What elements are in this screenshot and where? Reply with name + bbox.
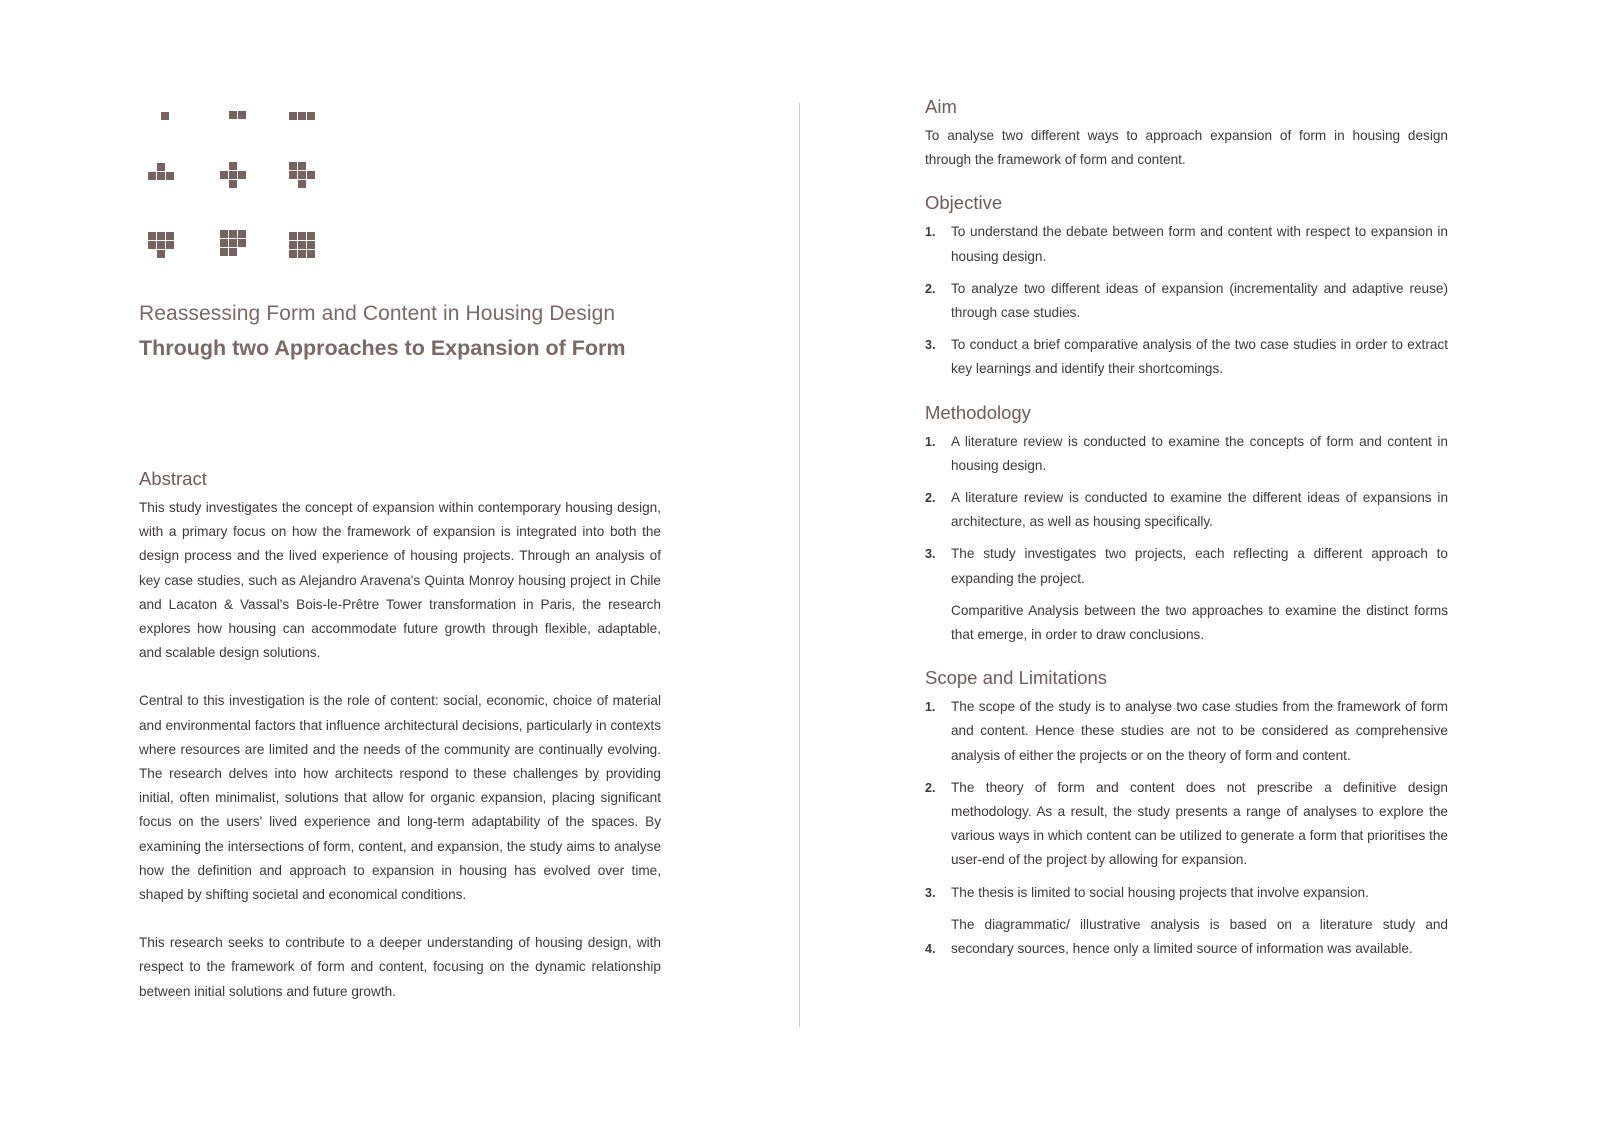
list-item bbox=[925, 333, 1448, 381]
item-text: The study investigates two projects, each reflecting a different approach to expanding the project. bbox=[951, 546, 1448, 586]
item-text: To conduct a brief comparative analysis of the two case studies in order to extract key learnings and identify their shortcomings. bbox=[951, 337, 1448, 377]
list-item bbox=[925, 776, 1448, 873]
item-text: The scope of the study is to analyse two case studies from the framework of form and content. Hence these studies are not to be considered as comprehensive analysis of either the projects or on the theory of form and content. bbox=[951, 699, 1448, 763]
list-item bbox=[925, 913, 1448, 961]
grid-pattern-seven-squares bbox=[139, 227, 179, 267]
document-title: Reassessing Form and Content in Housing Design bbox=[139, 302, 616, 325]
methodology-section bbox=[925, 402, 1448, 648]
item-number: 1. bbox=[925, 700, 936, 715]
list-item bbox=[925, 881, 1448, 905]
aim-text: To analyse two different ways to approach expansion of form in housing design through the framework of form and content. bbox=[925, 128, 1448, 168]
list-item bbox=[925, 277, 1448, 325]
item-number: 3. bbox=[925, 547, 936, 562]
column-divider bbox=[799, 103, 800, 1027]
document-subtitle: Through two Approaches to Expansion of Form bbox=[139, 336, 626, 360]
grid-pattern-four-squares bbox=[139, 158, 179, 198]
list-item bbox=[925, 695, 1448, 768]
objective-section bbox=[925, 192, 1448, 381]
abstract-heading: Abstract bbox=[139, 468, 207, 489]
item-text: To analyze two different ideas of expansion (incrementality and adaptive reuse) through case studies. bbox=[951, 280, 1448, 321]
grid-pattern-three-squares bbox=[283, 104, 323, 144]
item-number: 1. bbox=[925, 225, 936, 240]
item-number: 4. bbox=[925, 942, 936, 957]
abstract-paragraph: This research seeks to contribute to a deeper understanding of housing design, with respect to the framework of form and content, focusing on the dynamic relationship between initial solutions and future growth. bbox=[139, 935, 661, 999]
item-text: A literature review is conducted to examine the different ideas of expansions in architecture, as well as housing specifically. bbox=[951, 490, 1448, 530]
methodology-heading: Methodology bbox=[925, 401, 1031, 423]
item-number: 2. bbox=[925, 780, 936, 795]
list-item bbox=[925, 220, 1448, 268]
item-number: 3. bbox=[925, 338, 936, 353]
pixel-grid-logo bbox=[139, 96, 339, 271]
list-item bbox=[925, 486, 1448, 534]
grid-pattern-two-squares bbox=[211, 104, 251, 144]
item-number: 2. bbox=[925, 491, 936, 506]
item-text: To understand the debate between form and content with respect to expansion in housing design. bbox=[951, 224, 1448, 264]
list-item bbox=[925, 542, 1448, 590]
item-text: The thesis is limited to social housing projects that involve expansion. bbox=[951, 884, 1369, 900]
objective-heading: Objective bbox=[925, 192, 1003, 214]
item-text: The theory of form and content does not prescribe a definitive design methodology. As a result, the study presents a range of analyses to explore the various ways in which content can be utilized to generate a form that prioritises the user-end of the project by allowing for expansion. bbox=[951, 779, 1448, 868]
list-item bbox=[925, 430, 1448, 478]
abstract-paragraph: Central to this investigation is the role of content: social, economic, choice of material and environmental factors that influence architectural decisions, particularly in contexts where resources are limited and the needs of the community are continually evolving. The research delves into how architects respond to these challenges by providing initial, often minimalist, solutions that allow for organic expansion, placing significant focus on the users' lived experience and long-term adaptability of the spaces. By examining the intersections of form, content, and expansion, the study aims to analyse how the definition and approach to expansion in housing has evolved over time, shaped by shifting societal and economical conditions. bbox=[139, 693, 661, 903]
grid-pattern-eight-squares bbox=[211, 227, 251, 267]
aim-section bbox=[925, 96, 1448, 172]
item-text: A literature review is conducted to examine the concepts of form and content in housing design. bbox=[951, 433, 1448, 473]
right-column bbox=[925, 96, 1448, 981]
scope-heading: Scope and Limitations bbox=[925, 667, 1108, 689]
grid-pattern-one-square bbox=[139, 104, 179, 144]
left-column bbox=[139, 96, 661, 999]
grid-pattern-nine-squares bbox=[283, 227, 323, 267]
methodology-note: Comparitive Analysis between the two approaches to examine the distinct forms that emerge, in order to draw conclusions. bbox=[951, 602, 1448, 643]
scope-section bbox=[925, 667, 1448, 961]
item-text: The diagrammatic/ illustrative analysis is based on a literature study and secondary sources, hence only a limited source of information was available. bbox=[951, 916, 1448, 957]
abstract-paragraph: This study investigates the concept of expansion within contemporary housing design, with a primary focus on how the framework of expansion is integrated into both the design process and the lived experience of housing projects. Through an analysis of key case studies, such as Alejandro Aravena's Quinta Monroy housing project in Chile and Lacaton & Vassal's Bois-le-Prêtre Tower transformation in Paris, the research explores how housing can accommodate future growth through flexible, adaptable, and scalable design solutions. bbox=[139, 500, 661, 661]
item-number: 1. bbox=[925, 434, 936, 449]
item-number: 2. bbox=[925, 281, 936, 296]
aim-heading: Aim bbox=[925, 96, 957, 117]
grid-pattern-cross bbox=[211, 158, 251, 198]
abstract-section bbox=[139, 468, 661, 1004]
grid-pattern-six-squares bbox=[283, 158, 323, 198]
item-number: 3. bbox=[925, 885, 936, 900]
